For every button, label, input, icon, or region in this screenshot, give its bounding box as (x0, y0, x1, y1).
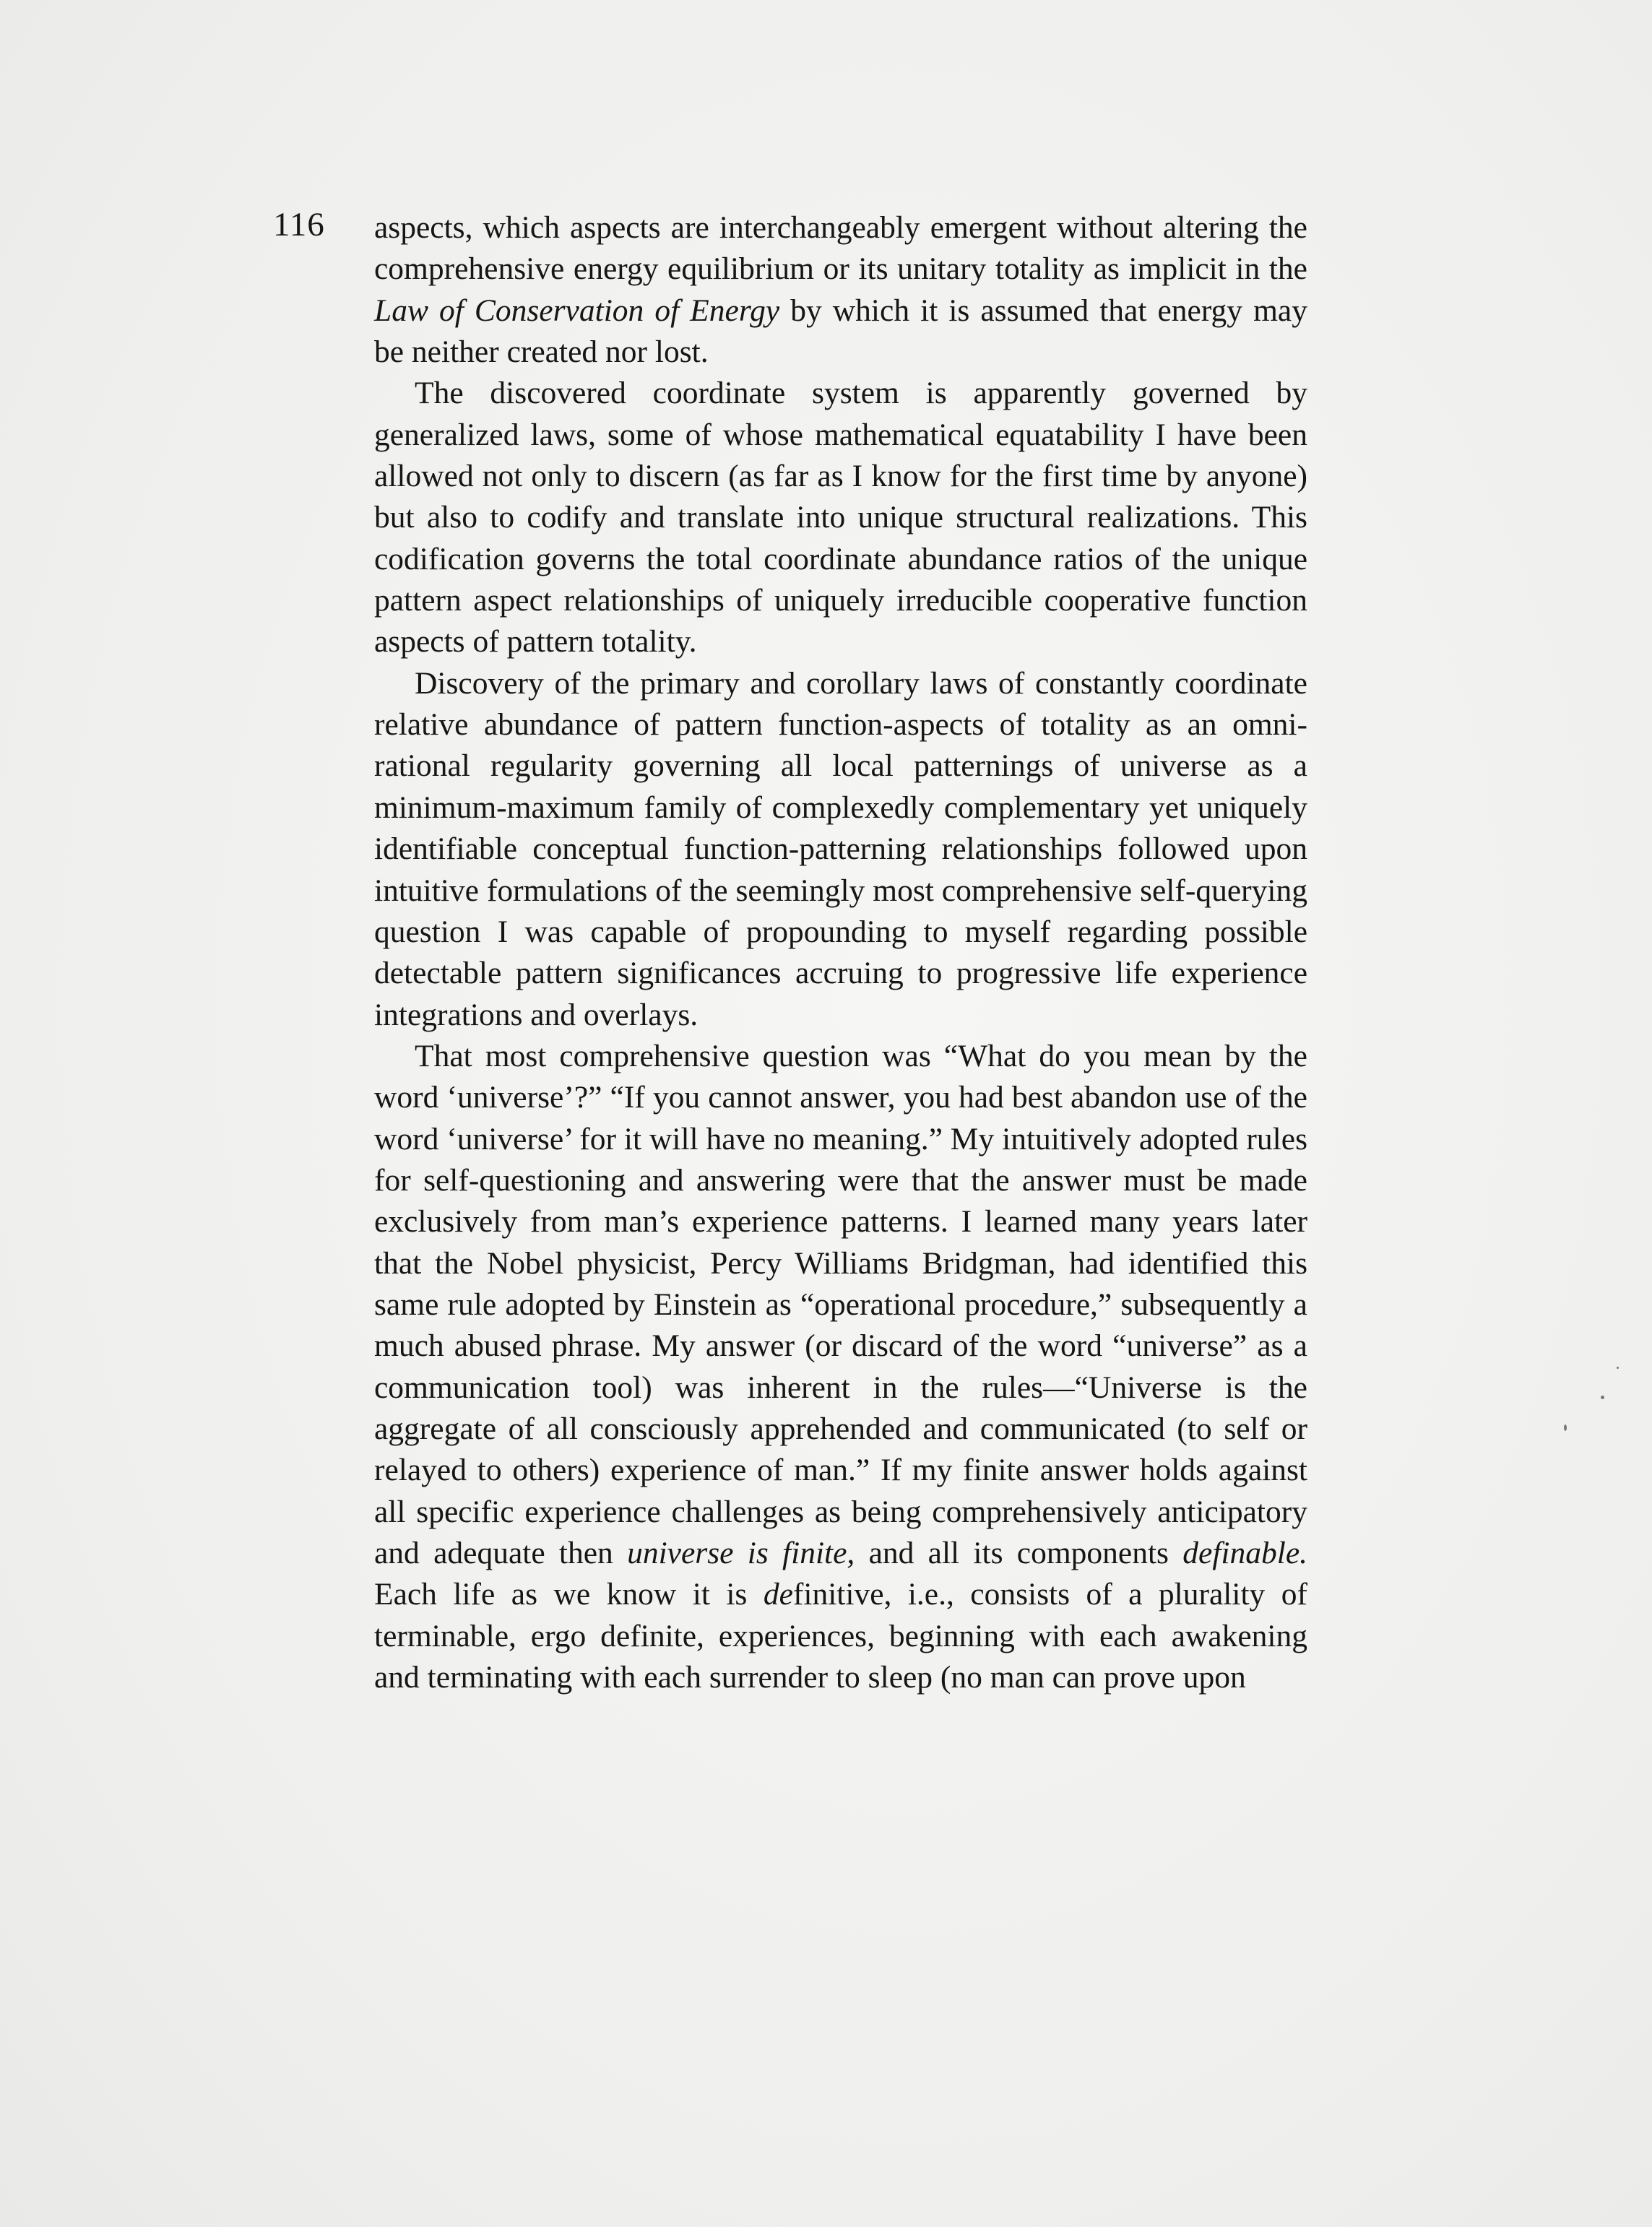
text-run: Discovery of the primary and corollary laws of constantly coordinate relative abundance of pattern function-aspects of totality as an omni-rational regularity governing all local patternings of universe as a minimum-maximum family of complexedly complementary yet uniquely identifiable conceptual function-patterning relationships followed upon intuitive formulations of the seemingly most comprehensive self-querying question I was capable of propounding to myself regarding possible detectable pattern significances accruing to progressive life experience integrations and overlays. (374, 665, 1307, 1032)
text-run: That most comprehensive question was “What do you mean by the word ‘universe’?” “If you cannot answer, you had best abandon use of the word ‘universe’ for it will have no meaning.” My intuitively adopted rules for self-questioning and answering were that the answer must be made exclusively from man’s experience patterns. I learned many years later that the Nobel physicist, Percy Williams Bridgman, had identified this same rule adopted by Einstein as “operational procedure,” subsequently a much abused phrase. My answer (or discard of the word “universe” as a communication tool) was inherent in the rules—“Universe is the aggregate of all consciously apprehended and communicated (to self or relayed to others) experience of man.” If my finite answer holds against all specific experience challenges as being comprehensively anticipatory and adequate then (374, 1038, 1307, 1570)
text-run: and all its components (855, 1536, 1183, 1570)
italic-text: definable. (1182, 1536, 1308, 1570)
text-run: finitive, i.e., consists of a plurality of terminable, ergo definite, experiences, beginning with each awakening and terminating with each surrender to sleep (no man can prove upon (374, 1577, 1307, 1695)
italic-text: Law of Conservation of Energy (374, 293, 780, 328)
paragraph (374, 373, 1307, 662)
text-run: by which it is assumed that energy may be neither created nor lost. (374, 293, 1307, 370)
body-text (374, 207, 1307, 1698)
paragraph (374, 1036, 1307, 1699)
text-run: The discovered coordinate system is apparently governed by generalized laws, some of whose mathematical equatability I have been allowed not only to discern (as far as I know for the first time by anyone) but also to codify and translate into unique structural realizations. This codification governs the total coordinate abundance ratios of the unique pattern aspect relationships of uniquely irreducible cooperative function aspects of pattern totality. (374, 376, 1307, 660)
paper-speck (1617, 1367, 1619, 1369)
paragraph (374, 663, 1307, 1036)
text-run: Each life as we know it is (374, 1577, 764, 1612)
page-number: 116 (273, 206, 325, 243)
italic-text: de (763, 1577, 793, 1612)
text-run: aspects, which aspects are interchangeably emergent without altering the comprehensive energy equilibrium or its unitary totality as implicit in the (374, 210, 1307, 287)
paragraph (374, 207, 1307, 373)
paper-speck (1564, 1424, 1567, 1431)
paper-speck (1601, 1396, 1604, 1399)
italic-text: universe is finite, (627, 1536, 855, 1570)
